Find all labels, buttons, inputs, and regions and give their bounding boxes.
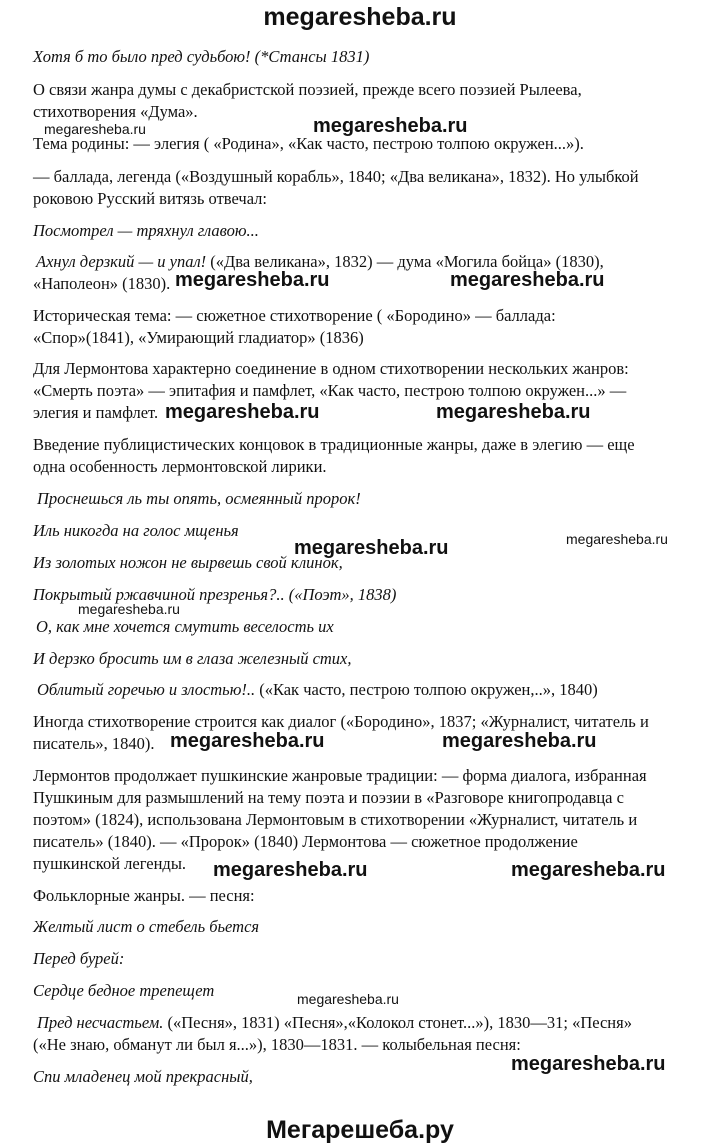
text-line: Лермонтов продолжает пушкинские жанровые традиции: — форма диалога, избранная (33, 766, 647, 785)
watermark-text: megaresheba.ru (294, 537, 449, 559)
quote-fragment: Ахнул дерзкий — и упал! (36, 252, 207, 271)
text-line: «Наполеон» (1830). (33, 274, 171, 293)
site-header-title: megaresheba.ru (263, 3, 457, 31)
watermark-text: megaresheba.ru (44, 121, 146, 137)
text-line: О связи жанра думы с декабристской поэзией, прежде всего поэзией Рылеева, (33, 80, 582, 99)
text-line: поэтом» (1824), использована Лермонтовым в стихотворении «Журналист, читатель и (33, 810, 638, 829)
text-line: И дерзко бросить им в глаза железный стих, (33, 649, 352, 668)
text-line: Проснешься ль ты опять, осмеянный пророк! (37, 489, 361, 508)
watermark-text: megaresheba.ru (511, 1053, 666, 1075)
text-line: Спи младенец мой прекрасный, (33, 1067, 253, 1086)
watermark-text: megaresheba.ru (170, 730, 325, 752)
text-line: Введение публицистических концовок в традиционные жанры, даже в элегию — еще (33, 435, 635, 454)
text-line: Фольклорные жанры. — песня: (33, 886, 255, 905)
text-line: Посмотрел — тряхнул главою... (33, 221, 259, 240)
citation-text: («Песня», 1831) «Песня»,«Колокол стонет...»), 1830—31; «Песня» (163, 1013, 632, 1032)
text-line: Перед бурей: (33, 949, 125, 968)
text-line: роковою Русский витязь отвечал: (33, 189, 267, 208)
watermark-text: megaresheba.ru (566, 531, 668, 547)
text-line: («Не знаю, обманут ли был я...»), 1830—1831. — колыбельная песня: (33, 1035, 521, 1054)
quote-fragment: Пред несчастьем. (37, 1013, 164, 1032)
site-footer-title: Мегарешеба.ру (266, 1116, 454, 1144)
text-line: «Смерть поэта» — эпитафия и памфлет, «Как часто, пестрою толпою окружен...» — (33, 381, 627, 400)
watermark-text: megaresheba.ru (175, 269, 330, 291)
text-line: стихотворения «Дума». (33, 102, 198, 121)
text-line: Иногда стихотворение строится как диалог («Бородино», 1837; «Журналист, читатель и (33, 712, 649, 731)
text-line: О, как мне хочется смутить веселость их (36, 617, 334, 636)
text-line: писатель» (1840). — «Пророк» (1840) Лермонтова — сюжетное продолжение (33, 832, 578, 851)
text-line: «Спор»(1841), «Умирающий гладиатор» (1836) (33, 328, 364, 347)
text-line (37, 1012, 697, 1034)
watermark-text: megaresheba.ru (313, 115, 468, 137)
text-line: Сердце бедное трепещет (33, 981, 215, 1000)
watermark-text: megaresheba.ru (78, 601, 180, 617)
text-line: Иль никогда на голос мщенья (33, 521, 239, 540)
text-line: Хотя б то было пред судьбою! (*Стансы 1831) (33, 47, 370, 66)
quote-fragment: Облитый горечью и злостью!.. (37, 680, 256, 699)
text-line: — баллада, легенда («Воздушный корабль», 1840; «Два великана», 1832). Но улыбкой (33, 167, 639, 186)
text-line: Желтый лист о стебель бьется (33, 917, 260, 936)
watermark-text: megaresheba.ru (450, 269, 605, 291)
watermark-text: megaresheba.ru (442, 730, 597, 752)
watermark-text: megaresheba.ru (213, 859, 368, 881)
text-line: элегия и памфлет. (33, 403, 159, 422)
text-line: Пушкиным для размышлений на тему поэта и поэзии в «Разговоре книгопродавца с (33, 788, 624, 807)
text-line: Из золотых ножон не вырвешь свой клинок, (33, 553, 343, 572)
citation-text: («Как часто, пестрою толпою окружен,..», 1840) (255, 680, 598, 699)
watermark-text: megaresheba.ru (297, 991, 399, 1007)
text-line: писатель», 1840). (33, 734, 155, 753)
text-line: Тема родины: — элегия ( «Родина», «Как часто, пестрою толпою окружен...»). (33, 134, 584, 153)
text-line: Для Лермонтова характерно соединение в одном стихотворении нескольких жанров: (33, 359, 629, 378)
citation-text: («Два великана», 1832) — дума «Могила бойца» (1830), (206, 252, 604, 271)
text-line: одна особенность лермонтовской лирики. (33, 457, 327, 476)
watermark-text: megaresheba.ru (165, 401, 320, 423)
text-line: Историческая тема: — сюжетное стихотворение ( «Бородино» — баллада: (33, 306, 556, 325)
watermark-text: megaresheba.ru (511, 859, 666, 881)
text-line: пушкинской легенды. (33, 854, 187, 873)
text-line (37, 679, 697, 701)
text-line: Покрытый ржавчиной презренья?.. («Поэт», 1838) (33, 585, 397, 604)
watermark-text: megaresheba.ru (436, 401, 591, 423)
